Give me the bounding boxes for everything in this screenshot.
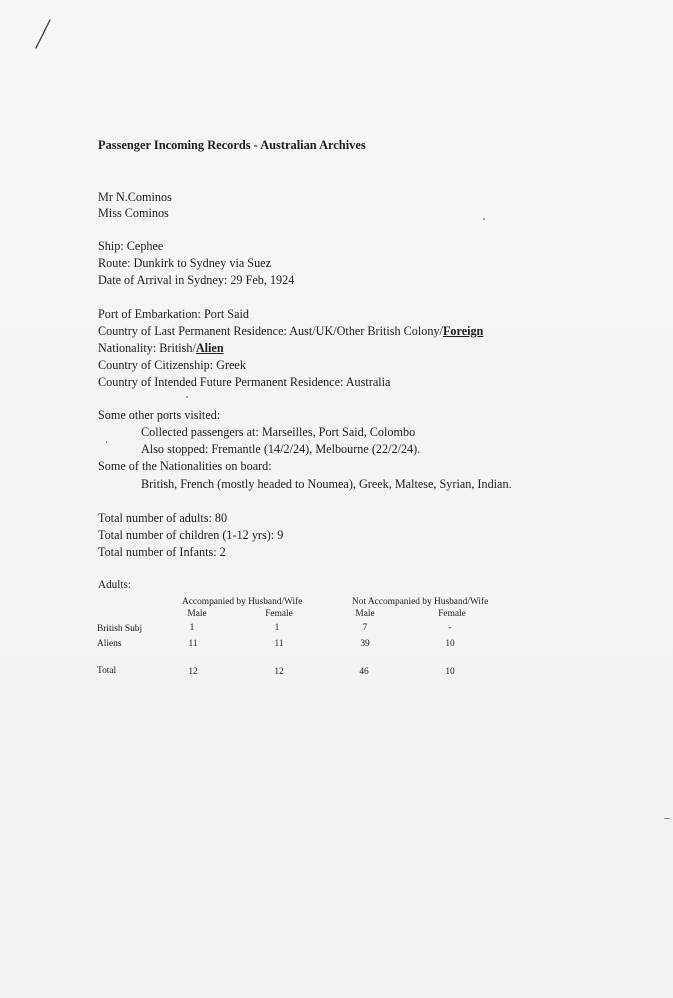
passenger-name-2: Miss Cominos bbox=[98, 206, 169, 220]
table-cell: 10 bbox=[445, 639, 455, 649]
nationality-options: Nationality: British/ bbox=[98, 341, 196, 355]
table-cell: 11 bbox=[188, 639, 198, 649]
future-residence-line: Country of Intended Future Permanent Residence: Australia bbox=[98, 375, 391, 389]
row-label-british-subj: British Subj bbox=[97, 624, 143, 634]
ports-collected-line: Collected passengers at: Marseilles, Port Said, Colombo bbox=[141, 425, 416, 439]
sub-header-female-accompanied: Female bbox=[265, 609, 293, 619]
group-header-accompanied: Accompanied by Husband/Wife bbox=[182, 597, 303, 607]
embarkation-line: Port of Embarkation: Port Said bbox=[98, 307, 249, 321]
ports-stopped-line: Also stopped: Fremantle (14/2/24), Melbourne (22/2/24). bbox=[141, 442, 421, 456]
table-cell: 10 bbox=[445, 667, 455, 677]
table-cell: 1 bbox=[189, 623, 195, 633]
nationalities-heading: Some of the Nationalities on board: bbox=[98, 459, 272, 473]
handwritten-check-mark bbox=[33, 18, 53, 50]
table-cell: 1 bbox=[274, 623, 280, 633]
paper-speck bbox=[664, 818, 670, 819]
table-cell: 39 bbox=[360, 639, 370, 649]
group-header-not-accompanied: Not Accompanied by Husband/Wife bbox=[352, 597, 489, 607]
ports-heading: Some other ports visited: bbox=[98, 408, 221, 422]
table-cell: 46 bbox=[359, 667, 369, 677]
sub-header-male-accompanied: Male bbox=[187, 609, 207, 619]
route-line: Route: Dunkirk to Sydney via Suez bbox=[98, 256, 271, 270]
table-cell: 12 bbox=[188, 667, 198, 677]
table-cell: - bbox=[448, 623, 452, 633]
last-residence-line bbox=[98, 324, 483, 338]
total-infants-line: Total number of Infants: 2 bbox=[98, 545, 226, 559]
arrival-date-line: Date of Arrival in Sydney: 29 Feb, 1924 bbox=[98, 273, 295, 287]
paper-speck bbox=[106, 441, 107, 443]
row-label-total: Total bbox=[97, 666, 117, 676]
paper-speck bbox=[186, 396, 188, 398]
table-cell: 12 bbox=[274, 667, 284, 677]
table-cell: 7 bbox=[362, 623, 368, 633]
last-residence-selected: Foreign bbox=[442, 324, 484, 338]
nationality-selected: Alien bbox=[195, 341, 224, 355]
ship-line: Ship: Cephee bbox=[98, 239, 164, 253]
table-cell: 11 bbox=[274, 639, 284, 649]
nationality-line bbox=[98, 341, 224, 355]
sub-header-male-not-accompanied: Male bbox=[355, 609, 375, 619]
total-children-line: Total number of children (1-12 yrs): 9 bbox=[98, 528, 284, 542]
total-adults-line: Total number of adults: 80 bbox=[98, 511, 228, 525]
citizenship-line: Country of Citizenship: Greek bbox=[98, 358, 246, 372]
document-title: Passenger Incoming Records - Australian Archives bbox=[98, 138, 366, 152]
nationalities-line: British, French (mostly headed to Noumea), Greek, Maltese, Syrian, Indian. bbox=[141, 477, 512, 491]
adults-table-caption: Adults: bbox=[98, 579, 131, 591]
sub-header-female-not-accompanied: Female bbox=[438, 609, 466, 619]
passenger-name-1: Mr N.Cominos bbox=[98, 190, 172, 204]
paper-speck bbox=[483, 218, 485, 220]
row-label-aliens: Aliens bbox=[97, 639, 122, 649]
last-residence-options: Country of Last Permanent Residence: Aust/UK/Other British Colony/ bbox=[98, 324, 443, 338]
